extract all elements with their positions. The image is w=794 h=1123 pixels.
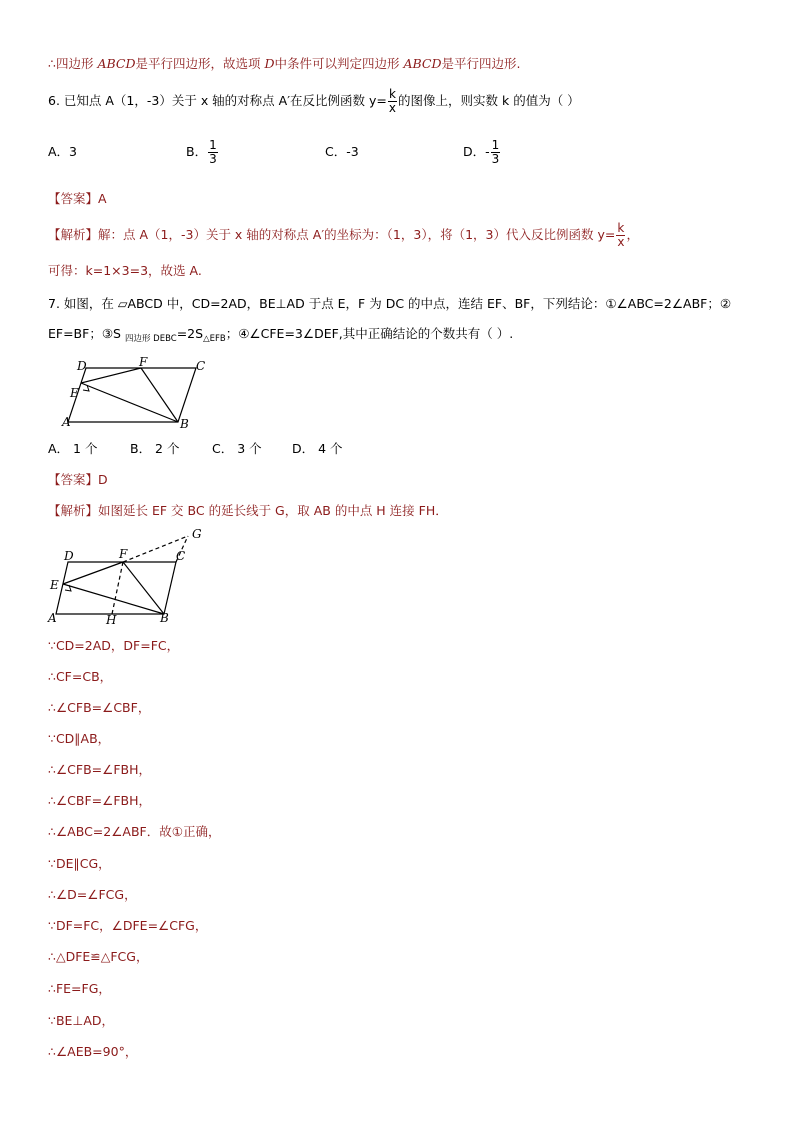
label-b: B <box>160 611 169 625</box>
q6-analysis: 【解析】解：点 A（1，-3）关于 x 轴的对称点 A′的坐标为：（1，3），将（1，3）代入反比例函数 y= $\frac{k}{x}$ ， <box>48 221 639 249</box>
q7-option-b: B． 2 个 <box>130 441 180 456</box>
q6-analysis-line2: 可得：k=1×3=3，故选 A. <box>48 263 202 278</box>
label-g: G <box>192 527 202 541</box>
proof-step: ∵DE∥CG， <box>48 856 111 871</box>
q6-option-b: B． $\frac{1}{3}$ <box>186 138 217 166</box>
q7-stem-line1: 7. 如图，在 ▱ABCD 中，CD=2AD，BE⊥AD 于点 E，F 为 DC 的中点，连结 EF、BF，下列结论：①∠ABC=2∠ABF；② <box>48 296 732 311</box>
q6-answer: 【答案】A <box>48 191 107 206</box>
q7-option-a: A． 1 个 <box>48 441 98 456</box>
parallelogram-abcd <box>68 368 196 422</box>
proof-step: ∵BE⊥AD， <box>48 1013 114 1028</box>
q6-fraction: $\frac{k}{x}$ <box>388 87 397 115</box>
q7-stem-line2: EF=BF；③S $_{四边形 DEBC}=2S_{\triangle EFB}$；④∠CFE=3∠DEF,其中正确结论的个数共有（ ）. <box>48 326 514 344</box>
proof-step: ∴∠CFB=∠CBF， <box>48 700 151 715</box>
label-f: F <box>139 356 148 369</box>
label-c: C <box>196 359 206 373</box>
segment-ef <box>81 368 141 383</box>
segment-ef <box>63 562 123 584</box>
segment-fh-dashed <box>112 562 123 614</box>
proof-step: ∵CD=2AD，DF=FC， <box>48 638 180 653</box>
proof-step: ∵DF=FC，∠DFE=∠CFG， <box>48 918 208 933</box>
label-e: E <box>50 578 59 592</box>
proof-step: ∴∠CBF=∠FBH， <box>48 793 151 808</box>
label-d: D <box>77 359 87 373</box>
q7-answer: 【答案】D <box>48 472 108 487</box>
prev-conclusion: ∴四边形 ABCD是平行四边形，故选项 D中条件可以判定四边形 ABCD是平行四边形. <box>48 56 521 71</box>
label-b: B <box>180 417 189 430</box>
segment-eb <box>63 584 164 614</box>
q7-analysis: 【解析】如图延长 EF 交 BC 的延长线于 G，取 AB 的中点 H 连接 FH． <box>48 503 448 518</box>
segment-fb <box>123 562 164 614</box>
q7-figure-1 <box>56 356 216 430</box>
segment-fb <box>141 368 178 422</box>
label-d: D <box>64 549 74 563</box>
q6-option-c: C．-3 <box>325 144 359 159</box>
q6-option-a: A．3 <box>48 144 78 159</box>
q7-option-d: D． 4 个 <box>292 441 343 456</box>
label-a: A <box>62 415 71 429</box>
q6-stem: 6. 已知点 A（1，-3）关于 x 轴的对称点 A′在反比例函数 y= $\frac{k}{x}$ 的图像上，则实数 k 的值为（ ） <box>48 87 580 115</box>
segment-eb <box>81 383 178 422</box>
proof-step: ∴∠ABC=2∠ABF．故①正确， <box>48 824 221 839</box>
q6-option-d: D．- $\frac{1}{3}$ <box>463 138 500 166</box>
label-a: A <box>48 611 57 625</box>
label-e: E <box>70 386 79 400</box>
proof-step: ∴FE=FG， <box>48 981 111 996</box>
proof-step: ∴∠CFB=∠FBH， <box>48 762 151 777</box>
label-h: H <box>106 613 117 627</box>
proof-step: ∴∠AEB=90°， <box>48 1044 138 1059</box>
q7-option-c: C． 3 个 <box>212 441 262 456</box>
proof-step: ∴CF=CB， <box>48 669 113 684</box>
label-c: C <box>176 549 186 563</box>
proof-step: ∴∠D=∠FCG， <box>48 887 137 902</box>
q7-figure-2 <box>46 524 216 628</box>
proof-step: ∵CD∥AB， <box>48 731 111 746</box>
label-f: F <box>119 547 128 561</box>
proof-step: ∴△DFE≌△FCG， <box>48 949 149 964</box>
